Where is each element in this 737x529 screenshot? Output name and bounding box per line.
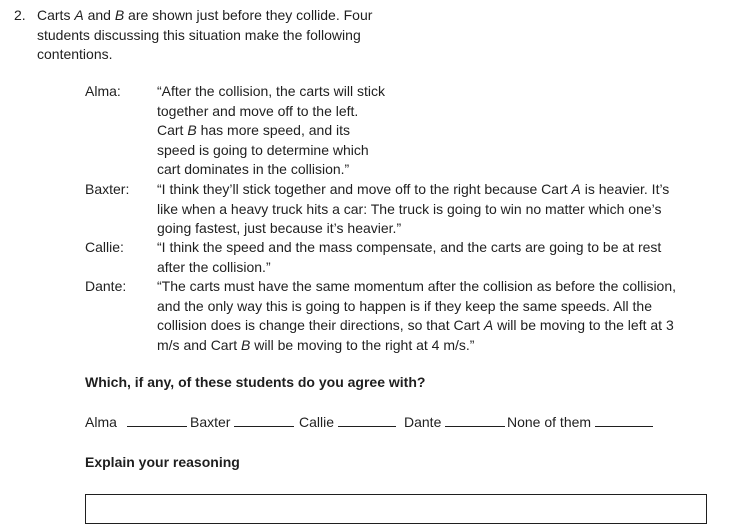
problem-intro xyxy=(14,6,394,65)
quote-line: going fastest, just because it’s heavier.” xyxy=(157,220,402,236)
answer-blank[interactable] xyxy=(338,411,396,427)
explain-label: Explain your reasoning xyxy=(85,454,240,470)
answer-text-box[interactable] xyxy=(85,494,707,524)
choice-label: Dante xyxy=(404,414,442,430)
statement-alma xyxy=(85,82,717,180)
answer-blank[interactable] xyxy=(445,411,505,427)
choice-label: Baxter xyxy=(190,414,231,430)
question-text: Which, if any, of these students do you agree with? xyxy=(85,374,426,390)
statement-dante xyxy=(85,277,717,355)
choice-label: Callie xyxy=(299,414,335,430)
quote-line: “The carts must have the same momentum after the collision as before the collision, xyxy=(157,278,677,294)
quote-line: speed is going to determine which xyxy=(157,141,369,158)
quote-line: and the only way this is going to happen is if they keep the same speeds. All the xyxy=(157,297,652,314)
student-name: Callie: xyxy=(85,239,124,255)
quote-line: “I think they’ll stick together and move off to the right because Cart A is heavier. It’s xyxy=(157,181,670,197)
intro-line: contentions. xyxy=(37,46,113,62)
statement-baxter xyxy=(85,180,717,239)
choice-label: Alma xyxy=(85,414,117,430)
quote-line: collision does is change their directions, so that Cart A will be moving to the left at 3 xyxy=(157,317,674,333)
intro-line: Carts A and B are shown just before they collide. Four xyxy=(37,7,373,23)
quote-line: “After the collision, the carts will stick xyxy=(157,83,385,99)
student-name: Baxter: xyxy=(85,181,130,197)
answer-blank[interactable] xyxy=(234,411,294,427)
choice-alma[interactable] xyxy=(85,411,187,433)
answer-blank[interactable] xyxy=(595,411,653,427)
choice-none[interactable] xyxy=(507,411,653,433)
quote-line: after the collision.” xyxy=(157,258,271,275)
student-name: Alma: xyxy=(85,83,121,99)
choice-label: None of them xyxy=(507,414,592,430)
quote-line: Cart B has more speed, and its xyxy=(157,122,350,138)
quote-line: “I think the speed and the mass compensate, and the carts are going to be at rest xyxy=(157,239,662,255)
student-name: Dante: xyxy=(85,278,127,294)
answer-blank[interactable] xyxy=(127,411,187,427)
quote-line: like when a heavy truck hits a car: The truck is going to win no matter which one’s xyxy=(157,200,662,217)
statement-callie xyxy=(85,238,717,277)
quote-line: m/s and Cart B will be moving to the right at 4 m/s.” xyxy=(157,336,475,353)
quote-line: together and move off to the left. xyxy=(157,102,359,119)
quote-line: cart dominates in the collision.” xyxy=(157,161,350,177)
intro-line: students discussing this situation make the following xyxy=(37,26,361,43)
choice-dante[interactable] xyxy=(404,411,505,433)
choice-callie[interactable] xyxy=(299,411,396,433)
problem-number: 2. xyxy=(14,7,26,23)
choice-baxter[interactable] xyxy=(190,411,294,433)
